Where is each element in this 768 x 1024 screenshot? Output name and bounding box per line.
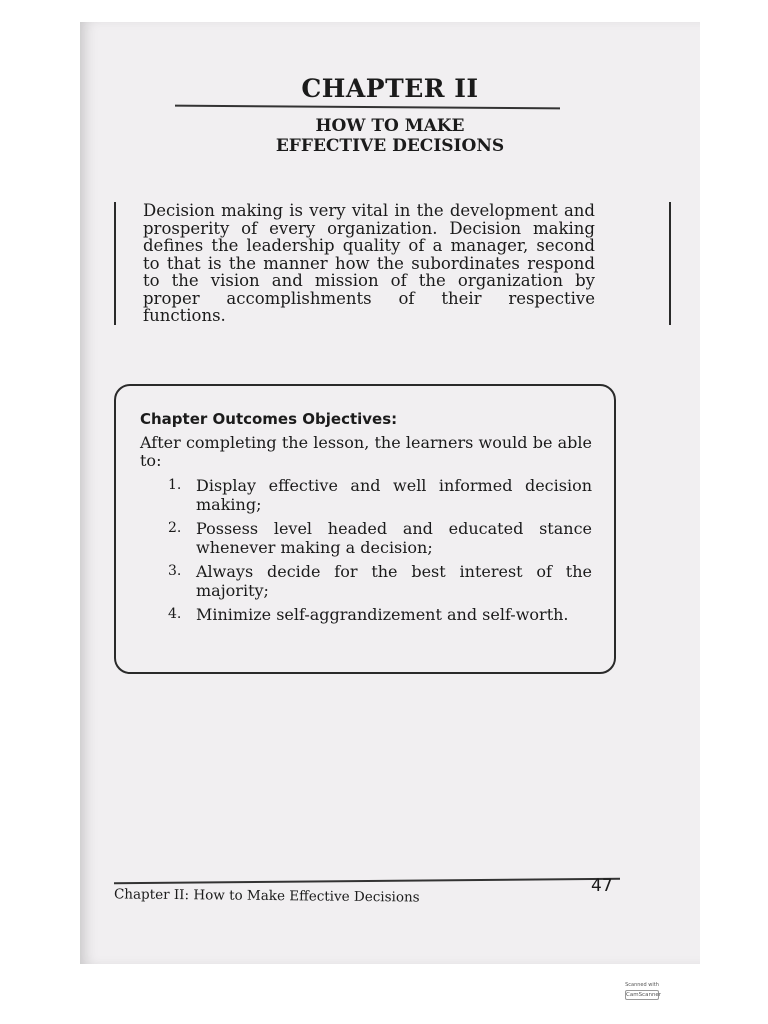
outcomes-heading: Chapter Outcomes Objectives: [140, 410, 398, 428]
book-page [80, 22, 700, 964]
outcome-number: 4. [168, 606, 182, 622]
footer-rule [114, 878, 620, 884]
outcome-number: 1. [168, 477, 182, 493]
outcome-text: Possess level headed and educated stance whenever making a decision; [196, 519, 592, 557]
outcome-text: Always decide for the best interest of the majority; [196, 562, 592, 600]
chapter-title: CHAPTER II [301, 74, 479, 103]
title-rule [175, 105, 560, 110]
running-footer-title: Chapter II: How to Make Effective Decisions [113, 886, 420, 906]
outcome-number: 2. [168, 520, 182, 536]
outcomes-list [140, 476, 592, 624]
outcome-text: Display effective and well informed decision making; [196, 476, 592, 514]
chapter-subtitle-line-2: EFFECTIVE DECISIONS [275, 136, 505, 156]
chapter-subtitle-line-1: HOW TO MAKE [315, 116, 465, 136]
intro-paragraph-frame [114, 202, 671, 325]
outcome-item [168, 605, 592, 624]
outcome-item [168, 476, 592, 514]
outcome-text: Minimize self-aggrandizement and self-worth. [196, 605, 569, 624]
intro-paragraph: Decision making is very vital in the development and prosperity of every organization. Decision making defines the leadership quality of a manager, second to that is the manner how the subordinates respond to the vision and mission of the organization by proper accomplishments of their respective functions. [143, 201, 595, 325]
scanner-watermark-line-2: CamScanner [626, 992, 662, 998]
outcomes-intro: After completing the lesson, the learners would be able to: [140, 433, 592, 470]
chapter-subtitle [80, 116, 700, 156]
scanner-watermark-line-1: Scanned with [625, 982, 659, 988]
outcome-number: 3. [168, 563, 182, 579]
outcomes-box [114, 384, 616, 674]
outcome-item [168, 519, 592, 557]
page-number: 47 [591, 876, 613, 896]
outcome-item [168, 562, 592, 600]
scanner-watermark-logo [625, 982, 662, 1014]
